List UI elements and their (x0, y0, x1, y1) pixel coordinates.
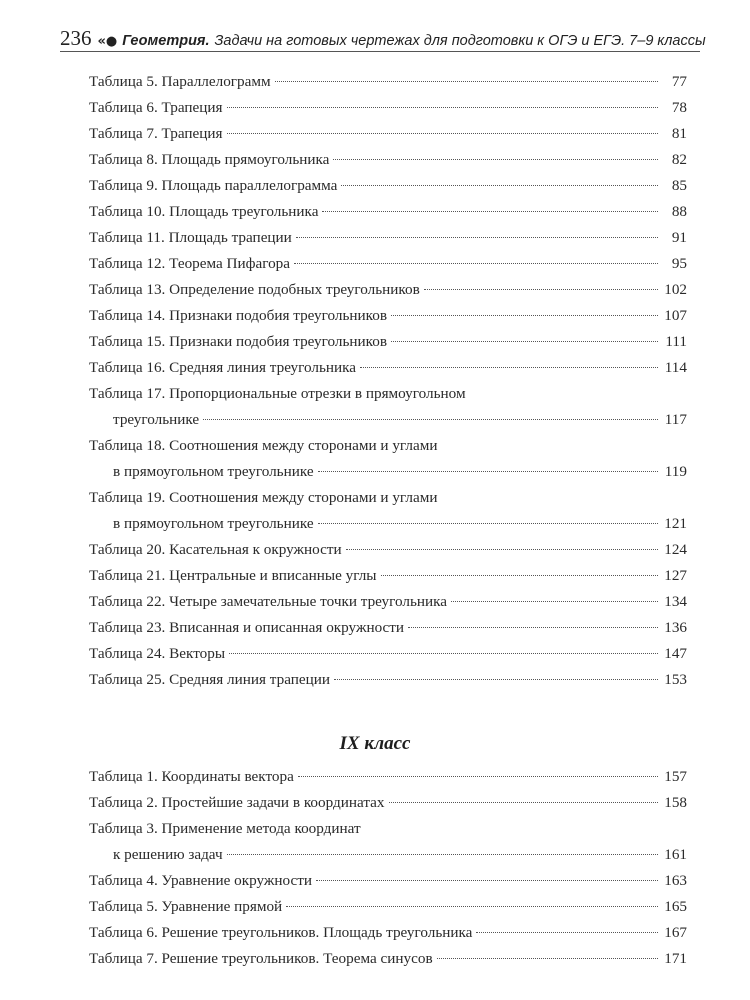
toc-entry-title: Таблица 3. Применение метода координат (89, 820, 361, 837)
toc-entry-title-continued: в прямоугольном треугольнике (113, 515, 314, 532)
dot-leader (476, 932, 658, 933)
toc-entry-page: 82 (671, 151, 687, 168)
toc-entry-title: Таблица 11. Площадь трапеции (89, 229, 292, 246)
toc-entry-title: Таблица 23. Вписанная и описанная окружности (89, 619, 405, 636)
toc-entry (89, 95, 687, 121)
dot-leader (294, 263, 658, 264)
toc-entry-page: 119 (664, 463, 687, 480)
toc-entry-title: Таблица 21. Центральные и вписанные углы (89, 567, 377, 584)
toc-entry-page: 111 (665, 333, 687, 350)
toc-entry-page: 134 (664, 593, 687, 610)
dot-leader (286, 906, 658, 907)
dot-leader (298, 776, 658, 777)
toc-entry-title: Таблица 10. Площадь треугольника (89, 203, 319, 220)
dot-leader (203, 419, 658, 420)
toc-entry-title: Таблица 22. Четыре замечательные точки треугольника (89, 593, 448, 610)
toc-entry-page: 127 (664, 567, 687, 584)
toc-entry (89, 121, 687, 147)
toc-entry-title: Таблица 2. Простейшие задачи в координатах (89, 794, 385, 811)
toc-entry-page: 165 (664, 898, 687, 915)
toc-entry (89, 69, 687, 95)
toc-entry-page: 158 (664, 794, 687, 811)
toc-entry-title: Таблица 18. Соотношения между сторонами и углами (89, 437, 438, 454)
toc-entry (89, 433, 687, 485)
toc-entry-title-continued: треугольнике (113, 411, 200, 428)
toc-entry-page: 167 (664, 924, 687, 941)
dot-leader (346, 549, 658, 550)
toc-entry (89, 277, 687, 303)
toc-entry-title: Таблица 17. Пропорциональные отрезки в прямоугольном (89, 385, 466, 402)
dot-leader (333, 159, 658, 160)
toc-entry (89, 199, 687, 225)
toc-entry (89, 355, 687, 381)
dot-leader (391, 315, 658, 316)
toc-entry-title: Таблица 6. Трапеция (89, 99, 223, 116)
toc-entry-page: 163 (664, 872, 687, 889)
toc-list-grade-9 (89, 764, 687, 972)
toc-entry (89, 894, 687, 920)
toc-entry-title: Таблица 24. Векторы (89, 645, 226, 662)
toc-entry (89, 615, 687, 641)
header-divider (60, 51, 700, 52)
toc-entry-page: 78 (671, 99, 687, 116)
toc-entry-title: Таблица 4. Уравнение окружности (89, 872, 312, 889)
toc-entry (89, 946, 687, 972)
toc-list-grade-8 (89, 69, 687, 693)
toc-entry (89, 485, 687, 537)
dot-leader (360, 367, 658, 368)
dot-leader (322, 211, 658, 212)
dot-leader (316, 880, 658, 881)
dot-leader (318, 471, 658, 472)
toc-entry-page: 77 (671, 73, 687, 90)
book-title: Геометрия. (122, 33, 210, 49)
toc-entry-title: Таблица 7. Трапеция (89, 125, 223, 142)
toc-entry (89, 790, 687, 816)
toc-entry-title: Таблица 15. Признаки подобия треугольников (89, 333, 387, 350)
toc-entry-title: Таблица 12. Теорема Пифагора (89, 255, 291, 272)
toc-entry-title-continued: к решению задач (113, 846, 223, 863)
toc-entry-page: 121 (664, 515, 687, 532)
toc-entry-page: 95 (671, 255, 687, 272)
dot-leader (341, 185, 658, 186)
toc-entry-page: 147 (664, 645, 687, 662)
toc-entry-page: 114 (664, 359, 687, 376)
toc-entry (89, 563, 687, 589)
dot-leader (296, 237, 658, 238)
toc-entry-page: 171 (664, 950, 687, 967)
toc-entry-title: Таблица 20. Касательная к окружности (89, 541, 342, 558)
dot-leader (391, 341, 658, 342)
toc-entry-title: Таблица 13. Определение подобных треугольников (89, 281, 420, 298)
toc-entry-page: 88 (671, 203, 687, 220)
toc-entry-title: Таблица 1. Координаты вектора (89, 768, 294, 785)
toc-entry-page: 136 (664, 619, 687, 636)
dot-leader (227, 854, 658, 855)
dot-leader (318, 523, 658, 524)
toc-entry (89, 764, 687, 790)
dot-leader (334, 679, 658, 680)
toc-entry-page: 85 (671, 177, 687, 194)
toc-entry-title: Таблица 7. Решение треугольников. Теорема синусов (89, 950, 433, 967)
toc-entry-page: 117 (664, 411, 687, 428)
section-heading: IX класс (339, 733, 411, 754)
toc-entry (89, 381, 687, 433)
toc-entry-title: Таблица 16. Средняя линия треугольника (89, 359, 357, 376)
toc-entry-title: Таблица 19. Соотношения между сторонами и углами (89, 489, 438, 506)
toc-entry (89, 868, 687, 894)
dot-leader (275, 81, 658, 82)
toc-entry (89, 816, 687, 868)
toc-entry-page: 153 (664, 671, 687, 688)
dot-leader (408, 627, 658, 628)
toc-entry-page: 91 (671, 229, 687, 246)
toc-entry-page: 124 (664, 541, 687, 558)
toc-entry-page: 161 (664, 846, 687, 863)
dot-leader (437, 958, 658, 959)
toc-entry (89, 537, 687, 563)
toc-entry (89, 173, 687, 199)
toc-entry (89, 225, 687, 251)
toc-entry (89, 589, 687, 615)
toc-entry-title-continued: в прямоугольном треугольнике (113, 463, 314, 480)
dot-leader (389, 802, 659, 803)
dot-leader (227, 133, 659, 134)
toc-entry (89, 147, 687, 173)
toc-entry-title: Таблица 9. Площадь параллелограмма (89, 177, 338, 194)
toc-entry (89, 303, 687, 329)
toc-entry-title: Таблица 25. Средняя линия трапеции (89, 671, 330, 688)
toc-entry-title: Таблица 5. Уравнение прямой (89, 898, 283, 915)
dot-leader (451, 601, 658, 602)
toc-entry (89, 641, 687, 667)
toc-entry (89, 920, 687, 946)
toc-entry-page: 102 (664, 281, 687, 298)
page-number: 236 (60, 26, 92, 50)
toc-entry-title: Таблица 8. Площадь прямоугольника (89, 151, 330, 168)
toc-entry-page: 81 (671, 125, 687, 142)
toc-entry (89, 251, 687, 277)
book-subtitle: Задачи на готовых чертежах для подготовки к ОГЭ и ЕГЭ. 7–9 классы (214, 33, 706, 49)
toc-entry-page: 157 (664, 768, 687, 785)
dot-leader (229, 653, 658, 654)
toc-entry-title: Таблица 14. Признаки подобия треугольников (89, 307, 387, 324)
dot-leader (424, 289, 658, 290)
chevron-ornament-icon: «● (97, 34, 118, 49)
toc-entry (89, 667, 687, 693)
toc-entry-title: Таблица 5. Параллелограмм (89, 73, 271, 90)
dot-leader (227, 107, 659, 108)
running-header (60, 26, 706, 50)
toc-entry (89, 329, 687, 355)
toc-entry-page: 107 (664, 307, 687, 324)
dot-leader (381, 575, 659, 576)
toc-entry-title: Таблица 6. Решение треугольников. Площадь треугольника (89, 924, 473, 941)
